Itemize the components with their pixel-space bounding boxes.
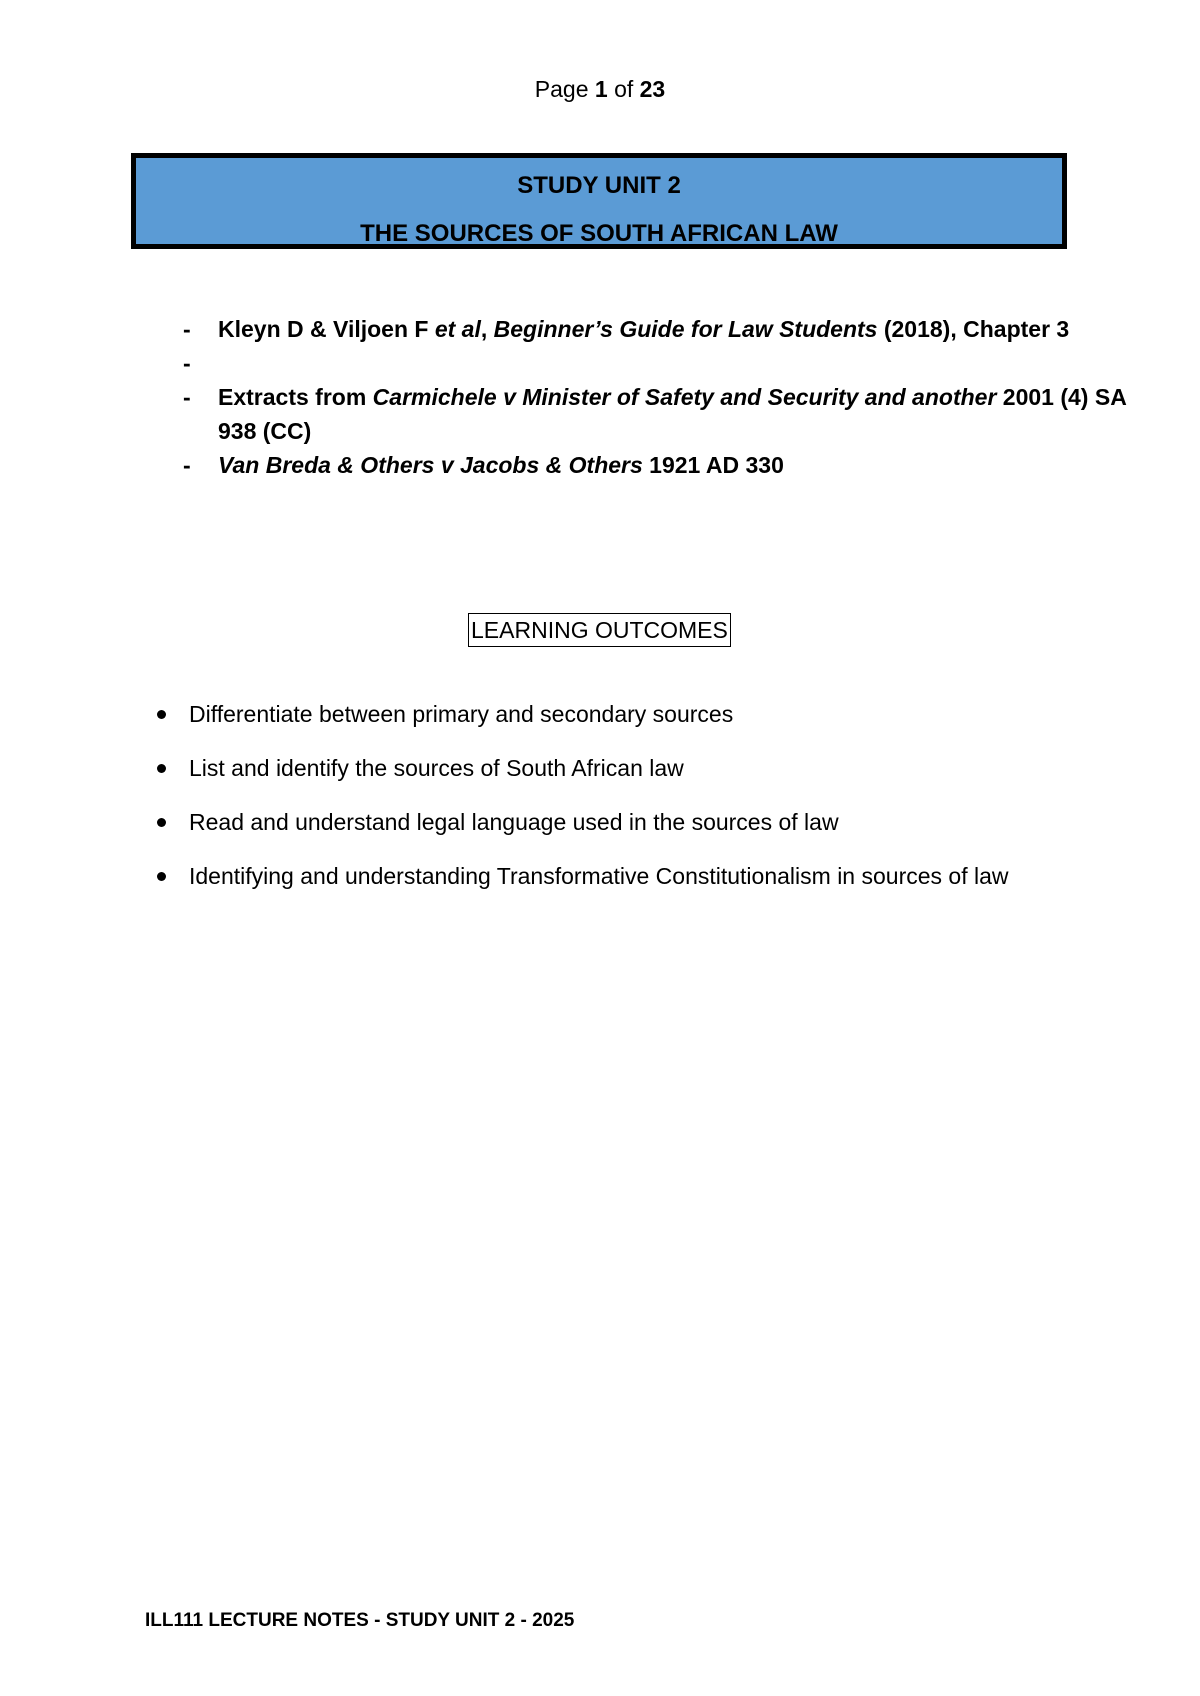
dash-marker: - bbox=[183, 384, 191, 410]
dash-marker: - bbox=[183, 316, 191, 342]
dash-marker: - bbox=[183, 452, 191, 478]
learning-outcome-item bbox=[155, 804, 1055, 840]
reading-item bbox=[183, 448, 1133, 482]
bullet-icon bbox=[157, 818, 166, 827]
reading-title-italic: Beginner’s Guide for Law Students bbox=[493, 316, 878, 342]
bullet-icon bbox=[157, 710, 166, 719]
reading-text: Extracts from bbox=[218, 384, 373, 410]
learning-outcome-text: Read and understand legal language used in the sources of law bbox=[189, 809, 839, 835]
page-footer: ILL111 LECTURE NOTES - STUDY UNIT 2 - 2025 bbox=[145, 1610, 575, 1631]
reading-text: Kleyn D & Viljoen F bbox=[218, 316, 435, 342]
reading-item bbox=[183, 346, 1133, 380]
dash-marker: - bbox=[183, 350, 191, 376]
reading-title-italic: et al bbox=[434, 316, 481, 342]
learning-outcome-item bbox=[155, 858, 1055, 894]
bullet-icon bbox=[157, 872, 166, 881]
page-total: 23 bbox=[639, 76, 666, 102]
reading-item bbox=[183, 380, 1133, 448]
learning-outcomes-heading: LEARNING OUTCOMES bbox=[468, 613, 731, 647]
learning-outcome-text: List and identify the sources of South African law bbox=[189, 755, 684, 781]
reading-text: , bbox=[480, 316, 494, 342]
learning-outcome-item bbox=[155, 696, 1055, 732]
reading-text: 1921 AD 330 bbox=[642, 452, 784, 478]
reading-title-italic: Van Breda & Others v Jacobs & Others bbox=[218, 452, 643, 478]
learning-outcome-text: Differentiate between primary and secondary sources bbox=[189, 701, 734, 727]
page-number bbox=[0, 76, 1200, 103]
page-current: 1 bbox=[594, 76, 608, 102]
reading-item bbox=[183, 312, 1133, 346]
study-unit-number: STUDY UNIT 2 bbox=[517, 172, 681, 199]
page-label: Page bbox=[534, 76, 589, 102]
reading-text: 2001 (4) SA 938 (CC) bbox=[218, 384, 1126, 444]
study-unit-title: THE SOURCES OF SOUTH AFRICAN LAW bbox=[360, 220, 838, 247]
page-of: of bbox=[614, 76, 634, 102]
bullet-icon bbox=[157, 764, 166, 773]
prescribed-readings-list bbox=[183, 312, 1133, 482]
reading-title-italic: Carmichele v Minister of Safety and Security and another bbox=[372, 384, 997, 410]
learning-outcome-text: Identifying and understanding Transformative Constitutionalism in sources of law bbox=[189, 863, 1009, 889]
study-unit-title-box bbox=[131, 153, 1067, 249]
reading-text: (2018), Chapter 3 bbox=[877, 316, 1070, 342]
learning-outcomes-list bbox=[155, 696, 1055, 912]
learning-outcome-item bbox=[155, 750, 1055, 786]
